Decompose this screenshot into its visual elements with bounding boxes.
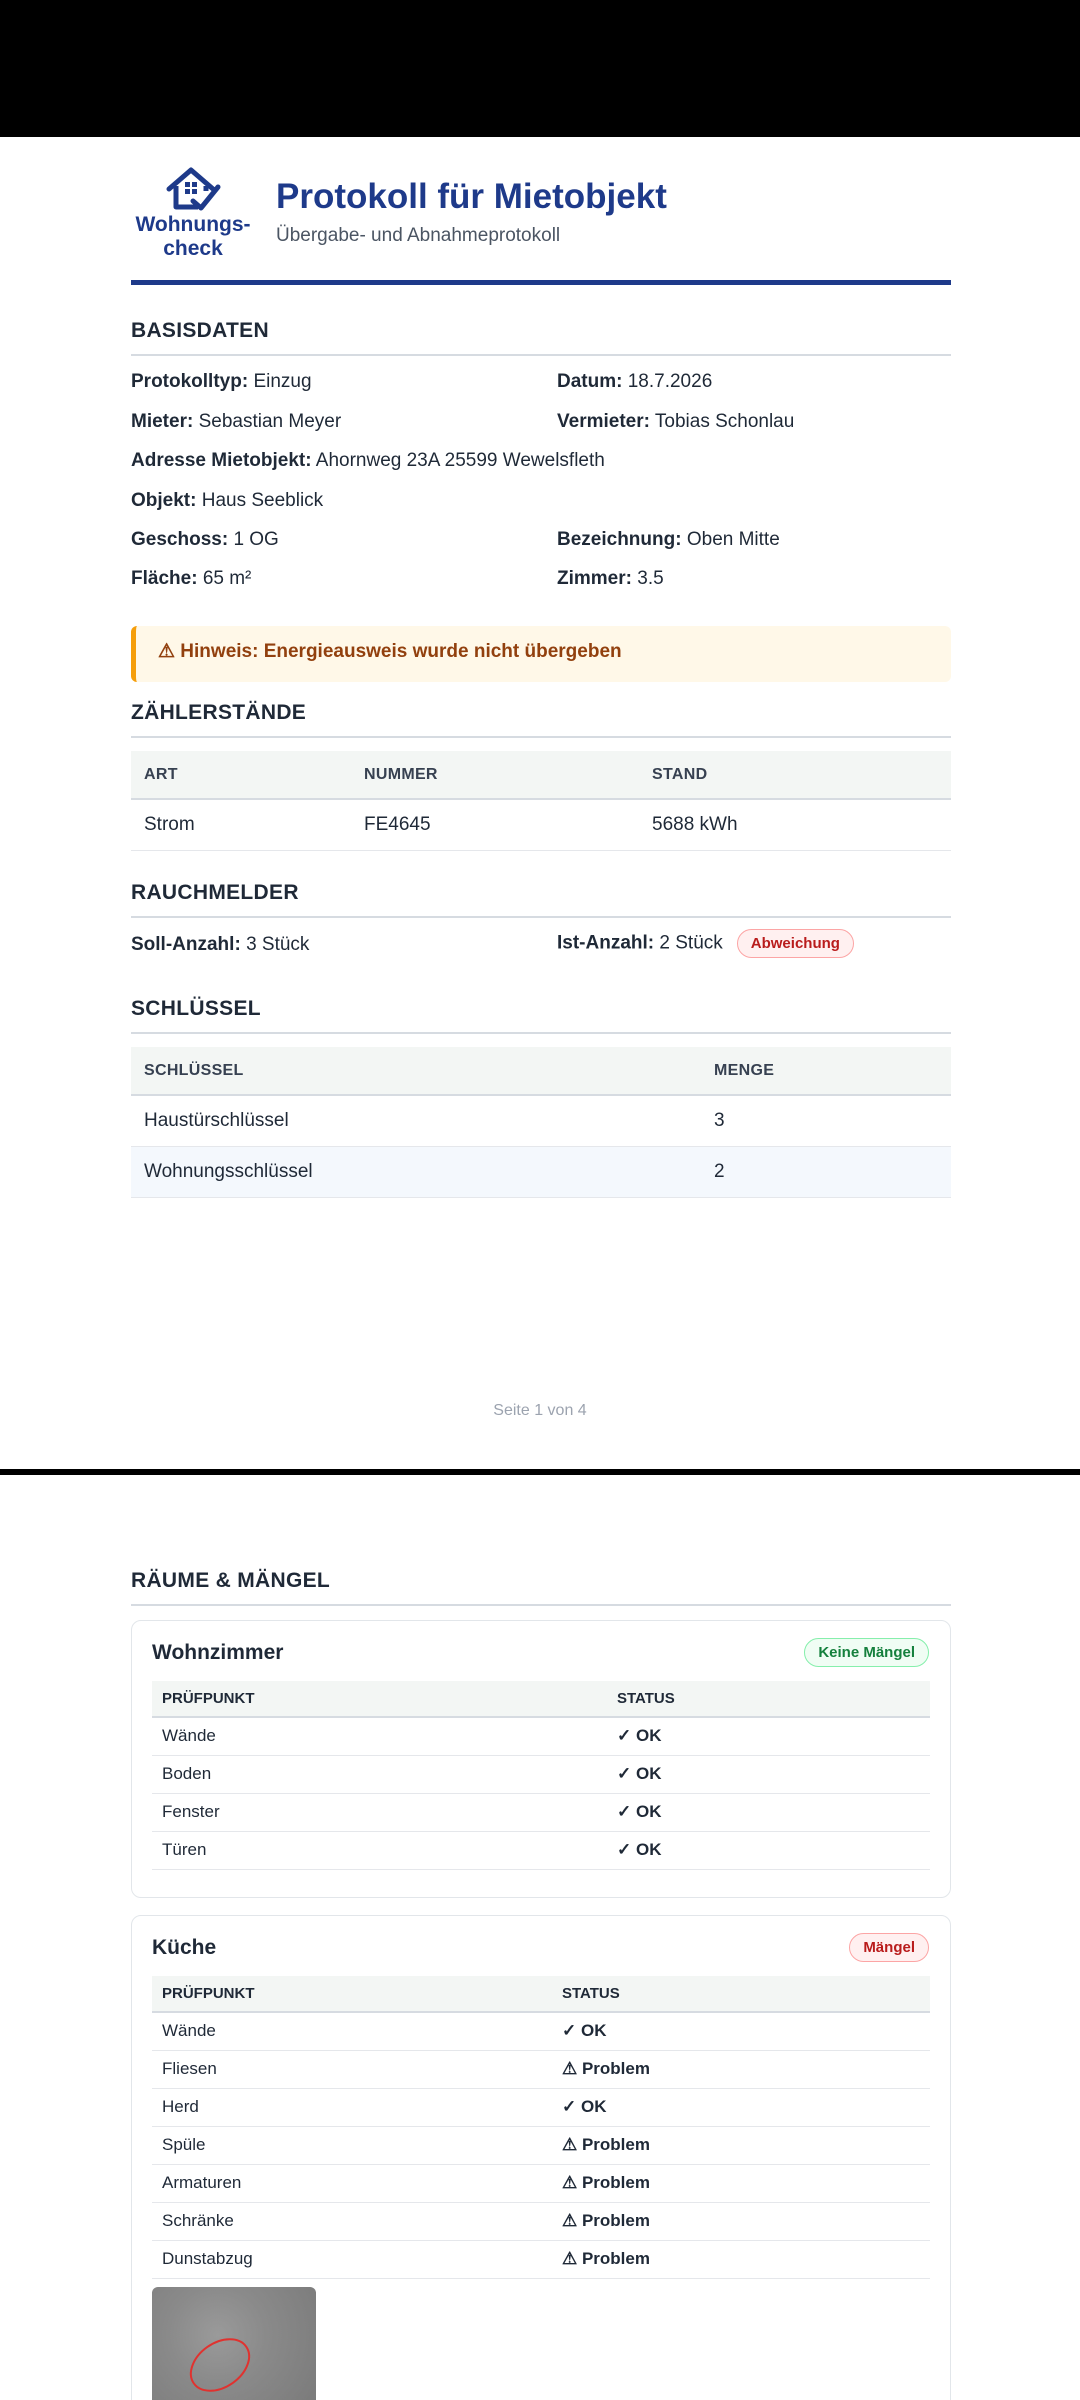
pruefpunkt: Boden (152, 1755, 607, 1793)
abweichung-badge: Abweichung (737, 929, 854, 958)
pruefpunkt: Wände (152, 2012, 552, 2050)
field-mieter: Mieter: Sebastian Meyer (131, 411, 342, 432)
zaehler-header-stand: STAND (639, 751, 951, 799)
status-ok: ✓ OK (552, 2012, 930, 2050)
section-title-zaehler: ZÄHLERSTÄNDE (131, 701, 951, 738)
zaehler-art: Strom (131, 799, 351, 850)
status-ok: ✓ OK (607, 1793, 930, 1831)
status-problem: ⚠ Problem (552, 2240, 930, 2278)
protocol-page-2 (0, 1475, 1080, 2400)
pruefpunkt: Armaturen (152, 2164, 552, 2202)
schluessel-menge: 3 (701, 1095, 951, 1146)
schluessel-header-menge: MENGE (701, 1047, 951, 1095)
field-bezeichnung: Bezeichnung: Oben Mitte (557, 529, 780, 550)
header-pruefpunkt: PRÜFPUNKT (152, 1681, 607, 1717)
table-row (152, 1831, 930, 1869)
schluessel-name: Wohnungsschlüssel (131, 1146, 701, 1197)
table-row (152, 1717, 930, 1755)
logo-text-line1: Wohnungs- (135, 213, 251, 236)
pruefpunkt: Schränke (152, 2202, 552, 2240)
room-card-kueche (131, 1915, 951, 2400)
section-title-rauchmelder: RAUCHMELDER (131, 881, 951, 918)
zaehler-header-nummer: NUMMER (351, 751, 639, 799)
status-ok: ✓ OK (607, 1831, 930, 1869)
table-row (152, 2202, 930, 2240)
status-problem: ⚠ Problem (552, 2050, 930, 2088)
page-number: Seite 1 von 4 (493, 1402, 587, 1419)
zaehler-stand: 5688 kWh (639, 799, 951, 850)
page-subtitle: Übergabe- und Abnahmeprotokoll (276, 225, 561, 246)
table-row (131, 799, 951, 850)
table-row (131, 1146, 951, 1197)
section-title-basisdaten: BASISDATEN (131, 319, 951, 356)
status-problem: ⚠ Problem (552, 2202, 930, 2240)
room-status-badge: Mängel (849, 1933, 929, 1962)
table-row (131, 1095, 951, 1146)
pruefpunkt: Herd (152, 2088, 552, 2126)
field-geschoss: Geschoss: 1 OG (131, 529, 279, 550)
field-adresse: Adresse Mietobjekt: Ahornweg 23A 25599 Wewelsfleth (131, 450, 605, 471)
field-datum: Datum: 18.7.2026 (557, 371, 713, 392)
header-status: STATUS (607, 1681, 930, 1717)
zaehler-header-art: ART (131, 751, 351, 799)
room-status-badge: Keine Mängel (804, 1638, 929, 1667)
status-ok: ✓ OK (607, 1717, 930, 1755)
field-ist-anzahl: Ist-Anzahl: 2 Stück Abweichung (557, 929, 854, 958)
protocol-page-1 (0, 137, 1080, 1469)
section-title-raeume: RÄUME & MÄNGEL (131, 1569, 951, 1606)
status-problem: ⚠ Problem (552, 2164, 930, 2202)
house-check-icon (165, 165, 221, 213)
field-soll-anzahl: Soll-Anzahl: 3 Stück (131, 934, 310, 955)
pruefpunkt: Fenster (152, 1793, 607, 1831)
pruefpunkt: Türen (152, 1831, 607, 1869)
pruefpunkt: Spüle (152, 2126, 552, 2164)
room-check-table (152, 1681, 930, 1870)
logo (131, 165, 255, 261)
table-row (152, 2088, 930, 2126)
header-pruefpunkt: PRÜFPUNKT (152, 1976, 552, 2012)
pruefpunkt: Dunstabzug (152, 2240, 552, 2278)
zaehler-nummer: FE4645 (351, 799, 639, 850)
room-check-table (152, 1976, 930, 2279)
pruefpunkt: Wände (152, 1717, 607, 1755)
status-ok: ✓ OK (607, 1755, 930, 1793)
field-zimmer: Zimmer: 3.5 (557, 568, 664, 589)
table-row (152, 2012, 930, 2050)
field-flaeche: Fläche: 65 m² (131, 568, 252, 589)
table-row (152, 2050, 930, 2088)
defect-photo[interactable] (152, 2287, 316, 2400)
field-objekt: Objekt: Haus Seeblick (131, 490, 324, 511)
schluessel-name: Haustürschlüssel (131, 1095, 701, 1146)
logo-text-line2: check (163, 237, 223, 260)
table-row (152, 2240, 930, 2278)
header-status: STATUS (552, 1976, 930, 2012)
zaehler-table (131, 751, 951, 851)
table-row (152, 2126, 930, 2164)
schluessel-menge: 2 (701, 1146, 951, 1197)
section-title-schluessel: SCHLÜSSEL (131, 997, 951, 1034)
table-row (152, 2164, 930, 2202)
defect-marker-icon (152, 2287, 316, 2400)
energieausweis-notice: ⚠ Hinweis: Energieausweis wurde nicht übergeben (131, 626, 951, 682)
schluessel-table (131, 1047, 951, 1198)
table-row (152, 1755, 930, 1793)
table-row (152, 1793, 930, 1831)
field-vermieter: Vermieter: Tobias Schonlau (557, 411, 795, 432)
room-card-wohnzimmer (131, 1620, 951, 1898)
pruefpunkt: Fliesen (152, 2050, 552, 2088)
document-header (131, 165, 951, 285)
status-problem: ⚠ Problem (552, 2126, 930, 2164)
status-ok: ✓ OK (552, 2088, 930, 2126)
room-name: Wohnzimmer (152, 1641, 284, 1664)
field-protokolltyp: Protokolltyp: Einzug (131, 371, 312, 392)
page-title: Protokoll für Mietobjekt (276, 177, 667, 216)
room-name: Küche (152, 1936, 217, 1959)
schluessel-header-name: SCHLÜSSEL (131, 1047, 701, 1095)
